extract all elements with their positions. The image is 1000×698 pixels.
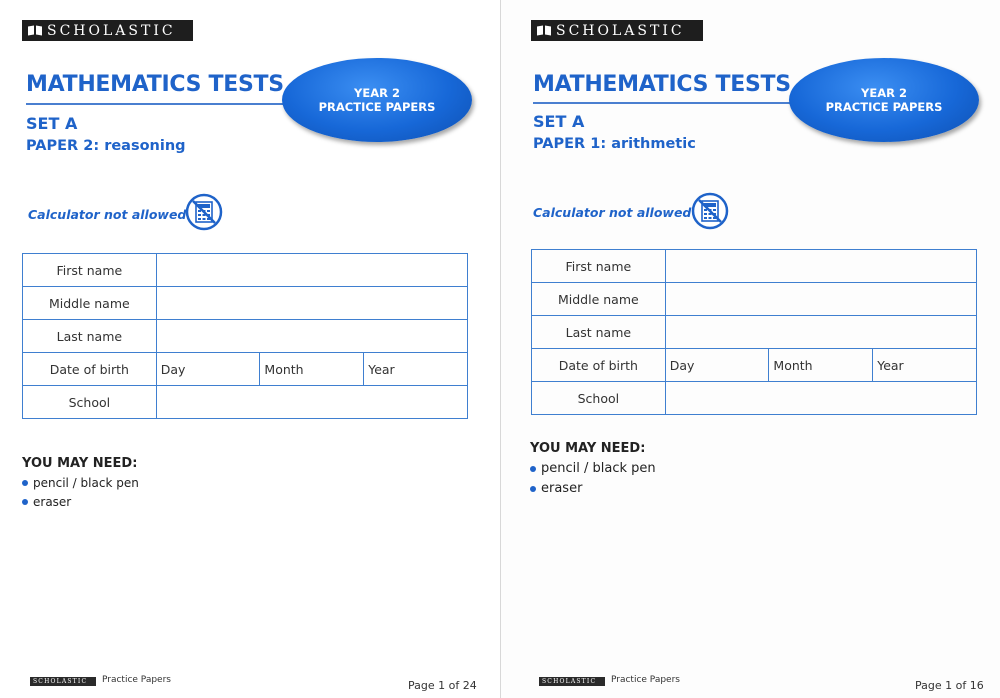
badge-line-1: YEAR 2 [354,86,400,100]
dob-year-field[interactable]: Year [873,349,977,382]
first-name-label: First name [23,254,157,287]
need-item [530,481,582,496]
middle-name-label: Middle name [23,287,157,320]
pupil-details-form [531,249,977,415]
scholastic-logo [531,20,703,41]
bullet-icon [22,499,28,505]
badge-line-2: PRACTICE PAPERS [318,100,436,114]
school-label: School [23,386,157,419]
no-calculator-icon [691,192,729,230]
pupil-details-form [22,253,468,419]
badge-line-2: PRACTICE PAPERS [825,100,943,114]
year-badge [789,58,979,142]
need-item [22,495,71,509]
year-badge [282,58,472,142]
form-row-middle-name [23,287,468,320]
footer-text: Practice Papers [611,675,680,685]
title-rule [533,102,818,104]
logo-text: SCHOLASTIC [47,22,176,39]
need-heading: YOU MAY NEED: [530,441,646,456]
school-field[interactable] [156,386,467,419]
dob-label: Date of birth [23,353,157,386]
form-row-dob [532,349,977,382]
first-name-field[interactable] [665,250,976,283]
form-row-first-name [532,250,977,283]
last-name-field[interactable] [665,316,976,349]
form-row-dob [23,353,468,386]
bullet-icon [530,486,536,492]
bullet-icon [22,480,28,486]
first-name-label: First name [532,250,666,283]
form-row-last-name [23,320,468,353]
form-row-school [23,386,468,419]
last-name-field[interactable] [156,320,467,353]
dob-day-field[interactable]: Day [156,353,260,386]
form-row-middle-name [532,283,977,316]
calculator-note: Calculator not allowed [28,207,187,222]
need-item-label: eraser [541,481,583,496]
set-label: SET A [533,112,585,131]
last-name-label: Last name [23,320,157,353]
need-heading: YOU MAY NEED: [22,456,138,471]
need-item-label: pencil / black pen [541,461,656,476]
page-title: MATHEMATICS TESTS [26,72,284,97]
need-item [530,461,656,476]
school-field[interactable] [665,382,976,415]
footer-text: Practice Papers [102,675,171,685]
dob-month-field[interactable]: Month [769,349,873,382]
need-item-label: eraser [33,495,72,509]
first-name-field[interactable] [156,254,467,287]
logo-text: SCHOLASTIC [556,22,685,39]
middle-name-label: Middle name [532,283,666,316]
last-name-label: Last name [532,316,666,349]
scholastic-book-icon [537,25,551,36]
school-label: School [532,382,666,415]
dob-month-field[interactable]: Month [260,353,364,386]
paper-label: PAPER 1: arithmetic [533,136,696,152]
scholastic-book-icon [28,25,42,36]
no-calculator-icon [185,193,223,231]
bullet-icon [530,466,536,472]
page-number: Page 1 of 24 [408,679,477,692]
need-item-label: pencil / black pen [33,476,139,490]
page-number: Page 1 of 16 [915,679,984,692]
form-row-last-name [532,316,977,349]
paper-label: PAPER 2: reasoning [26,138,186,154]
title-rule [26,103,306,105]
form-row-first-name [23,254,468,287]
set-label: SET A [26,114,78,133]
middle-name-field[interactable] [156,287,467,320]
right-page [500,0,1000,698]
calculator-note: Calculator not allowed [533,205,692,220]
middle-name-field[interactable] [665,283,976,316]
need-item [22,476,139,490]
page-title: MATHEMATICS TESTS [533,72,791,97]
dob-year-field[interactable]: Year [364,353,468,386]
footer-logo: SCHOLASTIC [30,677,96,686]
badge-line-1: YEAR 2 [861,86,907,100]
footer-logo: SCHOLASTIC [539,677,605,686]
dob-day-field[interactable]: Day [665,349,769,382]
dob-label: Date of birth [532,349,666,382]
form-row-school [532,382,977,415]
scholastic-logo [22,20,193,41]
